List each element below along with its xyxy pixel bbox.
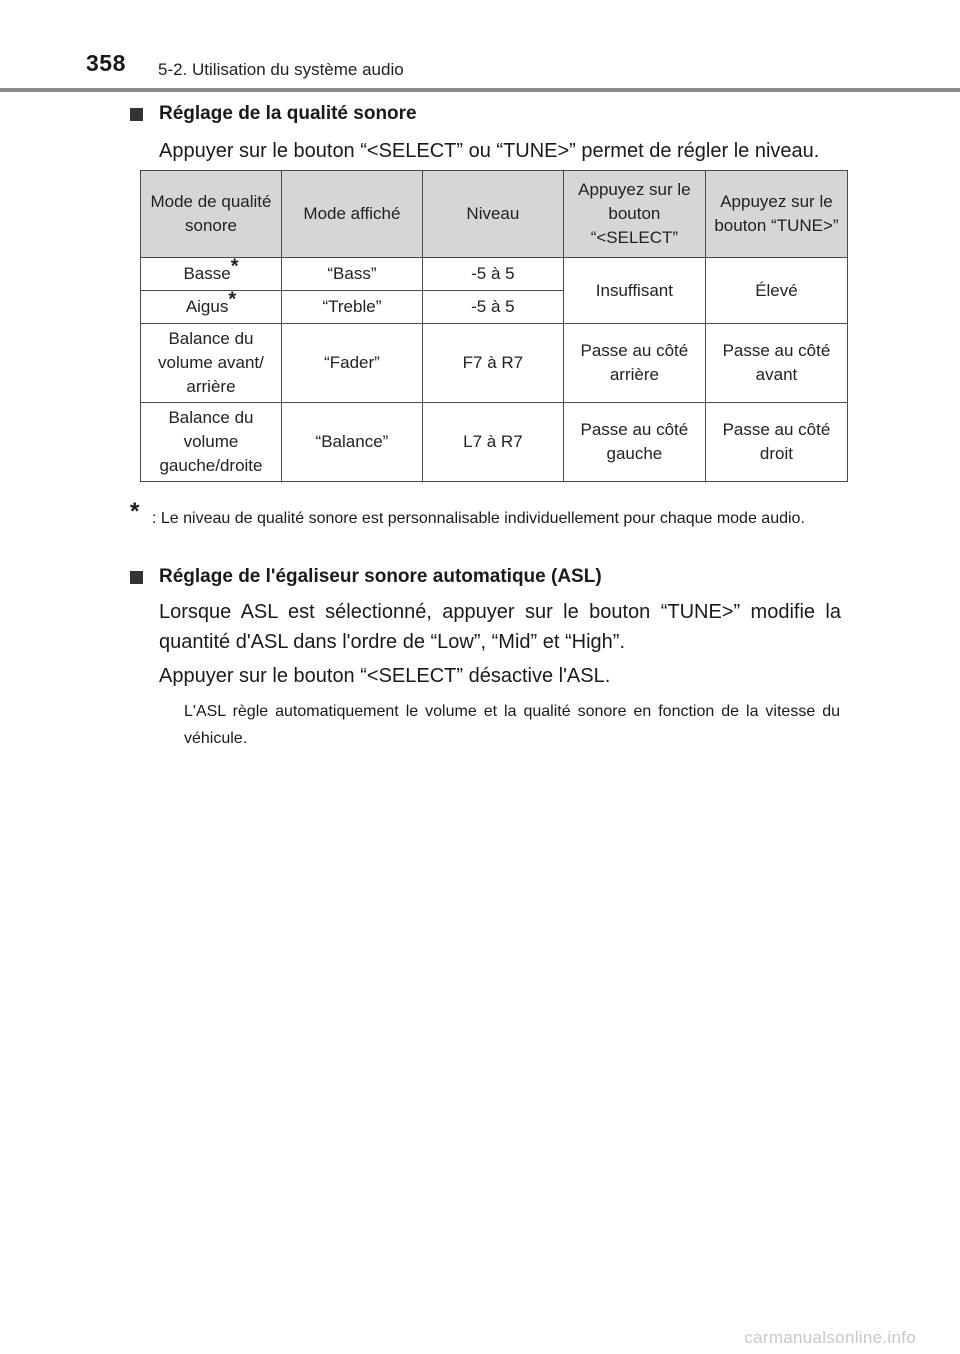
page-header bbox=[0, 0, 960, 95]
table-cell: Insuffisant bbox=[563, 258, 705, 324]
table-cell: Basse* bbox=[141, 258, 282, 291]
table-cell: Passe au côté gauche bbox=[563, 403, 705, 482]
table-header-cell: Appuyez sur le bouton “TUNE>” bbox=[705, 171, 847, 258]
asterisk-marker: * bbox=[230, 255, 239, 278]
table-cell: Balance du volume avant/ arrière bbox=[141, 324, 282, 403]
footnote bbox=[130, 498, 842, 531]
note-asl: L'ASL règle automatiquement le volume et la qualité sonore en fonction de la vitesse du véhicule. bbox=[184, 703, 840, 747]
paragraph-asl-2: Appuyer sur le bouton “<SELECT” désactive l'ASL. bbox=[159, 665, 611, 687]
heading-asl bbox=[130, 566, 602, 588]
table-cell: Passe au côté arrière bbox=[563, 324, 705, 403]
footnote-marker: * bbox=[130, 498, 140, 525]
table-cell: “Treble” bbox=[281, 291, 422, 324]
table-cell: Élevé bbox=[705, 258, 847, 324]
table-row bbox=[141, 258, 848, 291]
asterisk-marker: * bbox=[228, 288, 237, 311]
watermark: carmanualsonline.info bbox=[744, 1328, 916, 1347]
table-cell: Aigus* bbox=[141, 291, 282, 324]
header-divider bbox=[0, 88, 960, 92]
paragraph-sound-quality: Appuyer sur le bouton “<SELECT” ou “TUNE>” permet de régler le niveau. bbox=[159, 140, 820, 162]
section-title: 5-2. Utilisation du système audio bbox=[158, 60, 404, 79]
heading-sound-quality bbox=[130, 103, 417, 125]
page-number: 358 bbox=[86, 50, 126, 76]
paragraph-asl-1: Lorsque ASL est sélectionné, appuyer sur le bouton “TUNE>” modifie la quantité d'ASL dans l'ordre de “Low”, “Mid” et “High”. bbox=[159, 601, 841, 653]
table-header-cell: Mode de qualité sonore bbox=[141, 171, 282, 258]
table-header-cell: Niveau bbox=[422, 171, 563, 258]
footnote-text: : Le niveau de qualité sonore est personnalisable individuellement pour chaque mode audio. bbox=[152, 510, 805, 527]
table-cell: -5 à 5 bbox=[422, 258, 563, 291]
table-cell: “Bass” bbox=[281, 258, 422, 291]
table-row bbox=[141, 403, 848, 482]
table-cell: Balance du volume gauche/droite bbox=[141, 403, 282, 482]
table-cell: Passe au côté avant bbox=[705, 324, 847, 403]
heading-text: Réglage de l'égaliseur sonore automatique (ASL) bbox=[159, 566, 602, 587]
sound-quality-table bbox=[140, 170, 848, 482]
table-cell: Passe au côté droit bbox=[705, 403, 847, 482]
heading-text: Réglage de la qualité sonore bbox=[159, 103, 417, 124]
table-cell: -5 à 5 bbox=[422, 291, 563, 324]
table-row bbox=[141, 324, 848, 403]
table-cell: F7 à R7 bbox=[422, 324, 563, 403]
square-bullet-icon bbox=[130, 571, 143, 584]
table-cell: “Fader” bbox=[281, 324, 422, 403]
table-cell: “Balance” bbox=[281, 403, 422, 482]
table-cell: L7 à R7 bbox=[422, 403, 563, 482]
square-bullet-icon bbox=[130, 108, 143, 121]
table-header-cell: Mode affiché bbox=[281, 171, 422, 258]
table-header-cell: Appuyez sur le bouton “<SELECT” bbox=[563, 171, 705, 258]
